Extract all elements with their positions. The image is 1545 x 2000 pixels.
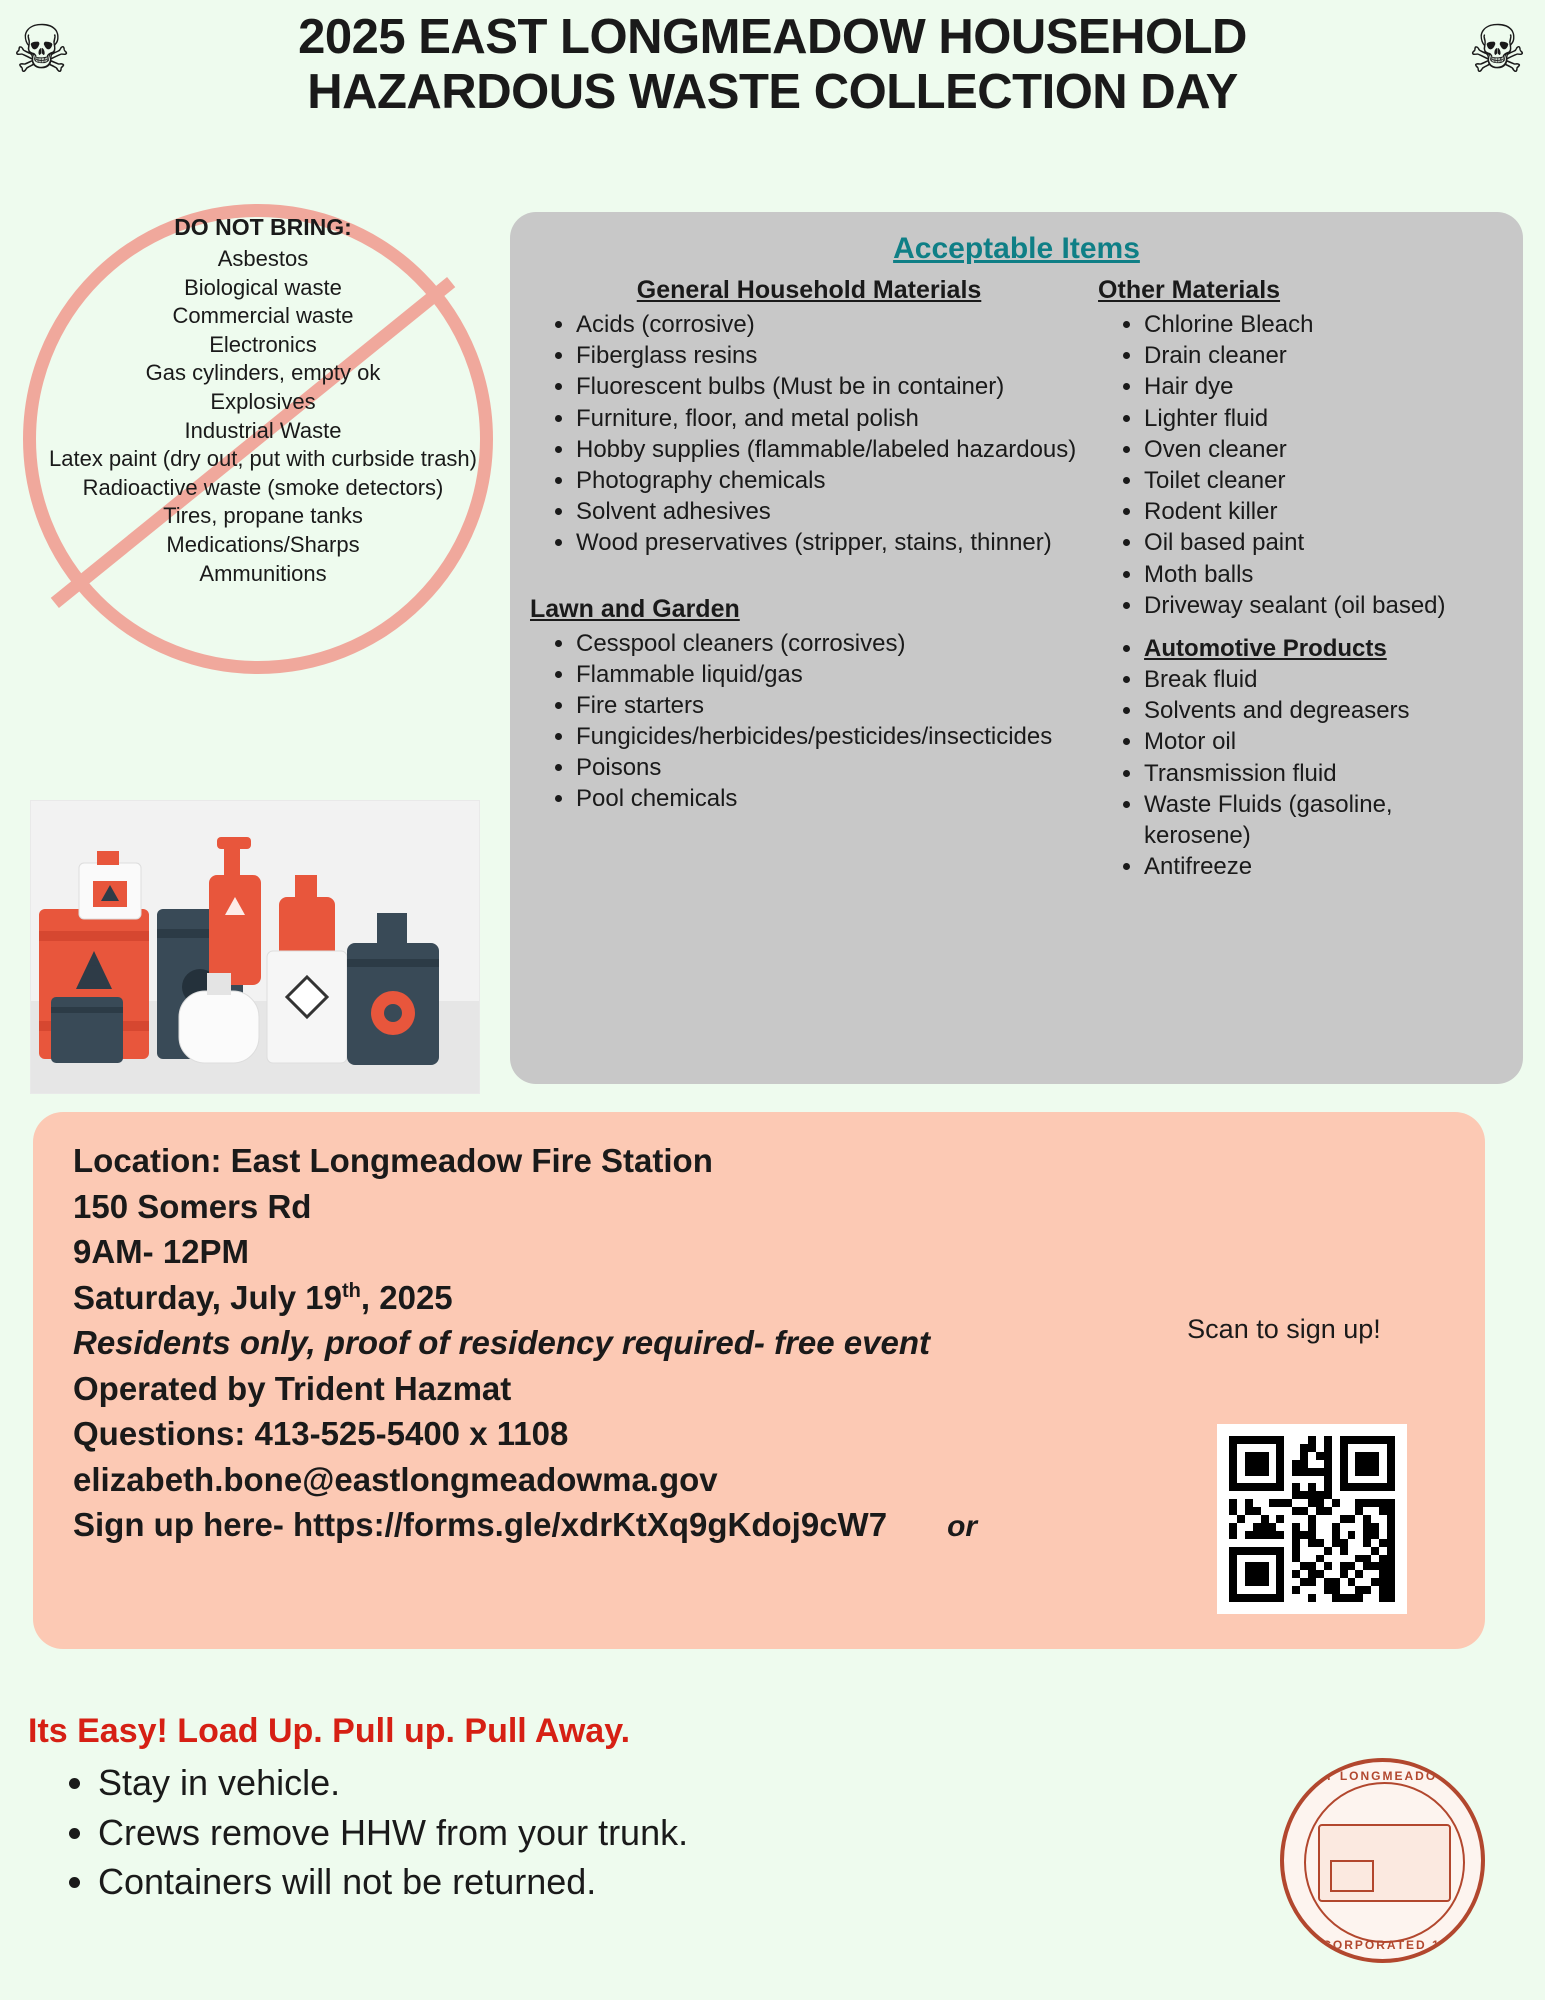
- section-heading-other-materials: Other Materials: [1098, 276, 1281, 304]
- section-heading-general-household: General Household Materials: [636, 276, 982, 304]
- list-item: • Flammable liquid/gas: [576, 659, 1088, 690]
- email-line[interactable]: elizabeth.bone@eastlongmeadowma.gov: [73, 1460, 718, 1498]
- do-not-bring-item: Ammunitions: [199, 560, 327, 586]
- qr-code-grid: [1229, 1436, 1395, 1602]
- do-not-bring-heading: DO NOT BRING:: [174, 214, 352, 240]
- time-line: 9AM- 12PM: [73, 1233, 250, 1271]
- list-item: • Break fluid: [1144, 664, 1503, 695]
- list-item: • Acids (corrosive): [576, 309, 1088, 340]
- hazardous-products-image: [30, 800, 480, 1094]
- list-item: • Furniture, floor, and metal polish: [576, 403, 1088, 434]
- list-item: • Toilet cleaner: [1144, 465, 1503, 496]
- operator-line: Operated by Trident Hazmat: [73, 1369, 512, 1407]
- seal-bottom-text: INCORPORATED 1894: [1306, 1938, 1467, 1952]
- lawn-and-garden-list: [530, 628, 1088, 815]
- do-not-bring-item: Asbestos: [217, 246, 309, 271]
- general-household-list: [530, 309, 1088, 559]
- do-not-bring-item: Biological waste: [184, 274, 342, 300]
- signup-url[interactable]: Sign up here- https://forms.gle/xdrKtXq9gKdoj9cW7: [73, 1506, 888, 1544]
- do-not-bring-item: Gas cylinders, empty ok: [145, 360, 381, 386]
- location-panel: [33, 1112, 1485, 1649]
- date-ordinal: th: [342, 1279, 361, 1302]
- list-item: • Fiberglass resins: [576, 340, 1088, 371]
- list-item: • Motor oil: [1144, 726, 1503, 757]
- list-item: • Driveway sealant (oil based): [1144, 590, 1503, 621]
- list-item: • Poisons: [576, 752, 1088, 783]
- do-not-bring-item: Commercial waste: [172, 303, 354, 329]
- location-line: Location: East Longmeadow Fire Station: [73, 1142, 713, 1179]
- list-item: • Stay in vehicle.: [98, 1758, 688, 1808]
- list-item: • Transmission fluid: [1144, 758, 1503, 789]
- do-not-bring-item: Medications/Sharps: [166, 531, 360, 557]
- list-item: • Oven cleaner: [1144, 434, 1503, 465]
- acceptable-items-panel: [510, 212, 1523, 1084]
- scan-to-sign-up-text: Scan to sign up!: [1187, 1314, 1381, 1344]
- seal-illustration: [1318, 1824, 1451, 1902]
- qr-code[interactable]: [1217, 1424, 1407, 1614]
- do-not-bring-item: Explosives: [210, 388, 316, 414]
- do-not-bring-item: Latex paint (dry out, put with curbside trash): [49, 446, 477, 472]
- section-heading-lawn-and-garden: Lawn and Garden: [530, 594, 740, 623]
- list-item: • Rodent killer: [1144, 496, 1503, 527]
- list-item: • Solvent adhesives: [576, 496, 1088, 527]
- list-item: • Fungicides/herbicides/pesticides/insecticides: [576, 721, 1088, 752]
- list-item: • Antifreeze: [1144, 851, 1503, 882]
- list-item: • Wood preservatives (stripper, stains, thinner): [576, 527, 1088, 558]
- list-item: • Pool chemicals: [576, 783, 1088, 814]
- list-item: • Photography chemicals: [576, 465, 1088, 496]
- do-not-bring-item: Tires, propane tanks: [163, 503, 363, 529]
- seal-top-text: EAST LONGMEADOW MA: [1294, 1769, 1479, 1783]
- or-label: or: [947, 1510, 978, 1544]
- list-item: • Cesspool cleaners (corrosives): [576, 628, 1088, 659]
- list-item: • Hair dye: [1144, 371, 1503, 402]
- list-item: • Waste Fluids (gasoline, kerosene): [1144, 789, 1503, 851]
- acceptable-items-title: Acceptable Items: [893, 232, 1140, 265]
- town-seal-logo: [1280, 1758, 1485, 1963]
- list-item: • Fire starters: [576, 690, 1088, 721]
- list-item: • Oil based paint: [1144, 527, 1503, 558]
- section-heading-automotive-products: • Automotive Products: [1144, 633, 1503, 664]
- date-main: Saturday, July 19: [73, 1278, 343, 1316]
- automotive-products-list: [1098, 633, 1503, 883]
- instructions-list: [52, 1758, 688, 1907]
- skull-and-crossbones-icon: ☠: [1467, 12, 1527, 86]
- list-item: • Fluorescent bulbs (Must be in container): [576, 371, 1088, 402]
- page-title: [0, 10, 1545, 120]
- do-not-bring-item: Industrial Waste: [184, 417, 342, 443]
- list-item: • Chlorine Bleach: [1144, 309, 1503, 340]
- do-not-bring-section: [18, 198, 518, 678]
- title-line-2: HAZARDOUS WASTE COLLECTION DAY: [307, 64, 1238, 119]
- residency-note: Residents only, proof of residency required- free event: [73, 1324, 930, 1362]
- list-item: • Crews remove HHW from your trunk.: [98, 1808, 688, 1858]
- easy-heading: Its Easy! Load Up. Pull up. Pull Away.: [28, 1712, 631, 1750]
- list-item: • Solvents and degreasers: [1144, 695, 1503, 726]
- do-not-bring-item: Radioactive waste (smoke detectors): [82, 474, 444, 500]
- other-materials-list: [1098, 309, 1503, 621]
- list-item: • Moth balls: [1144, 559, 1503, 590]
- list-item: • Hobby supplies (flammable/labeled hazardous): [576, 434, 1088, 465]
- skull-and-crossbones-icon: ☠: [12, 12, 72, 86]
- address-line: 150 Somers Rd: [73, 1187, 312, 1225]
- questions-line: Questions: 413-525-5400 x 1108: [73, 1415, 569, 1453]
- list-item: • Lighter fluid: [1144, 403, 1503, 434]
- list-item: • Drain cleaner: [1144, 340, 1503, 371]
- do-not-bring-item: Electronics: [209, 331, 317, 357]
- list-item: • Containers will not be returned.: [98, 1857, 688, 1907]
- title-line-1: 2025 EAST LONGMEADOW HOUSEHOLD: [298, 10, 1247, 64]
- date-year: , 2025: [360, 1278, 453, 1316]
